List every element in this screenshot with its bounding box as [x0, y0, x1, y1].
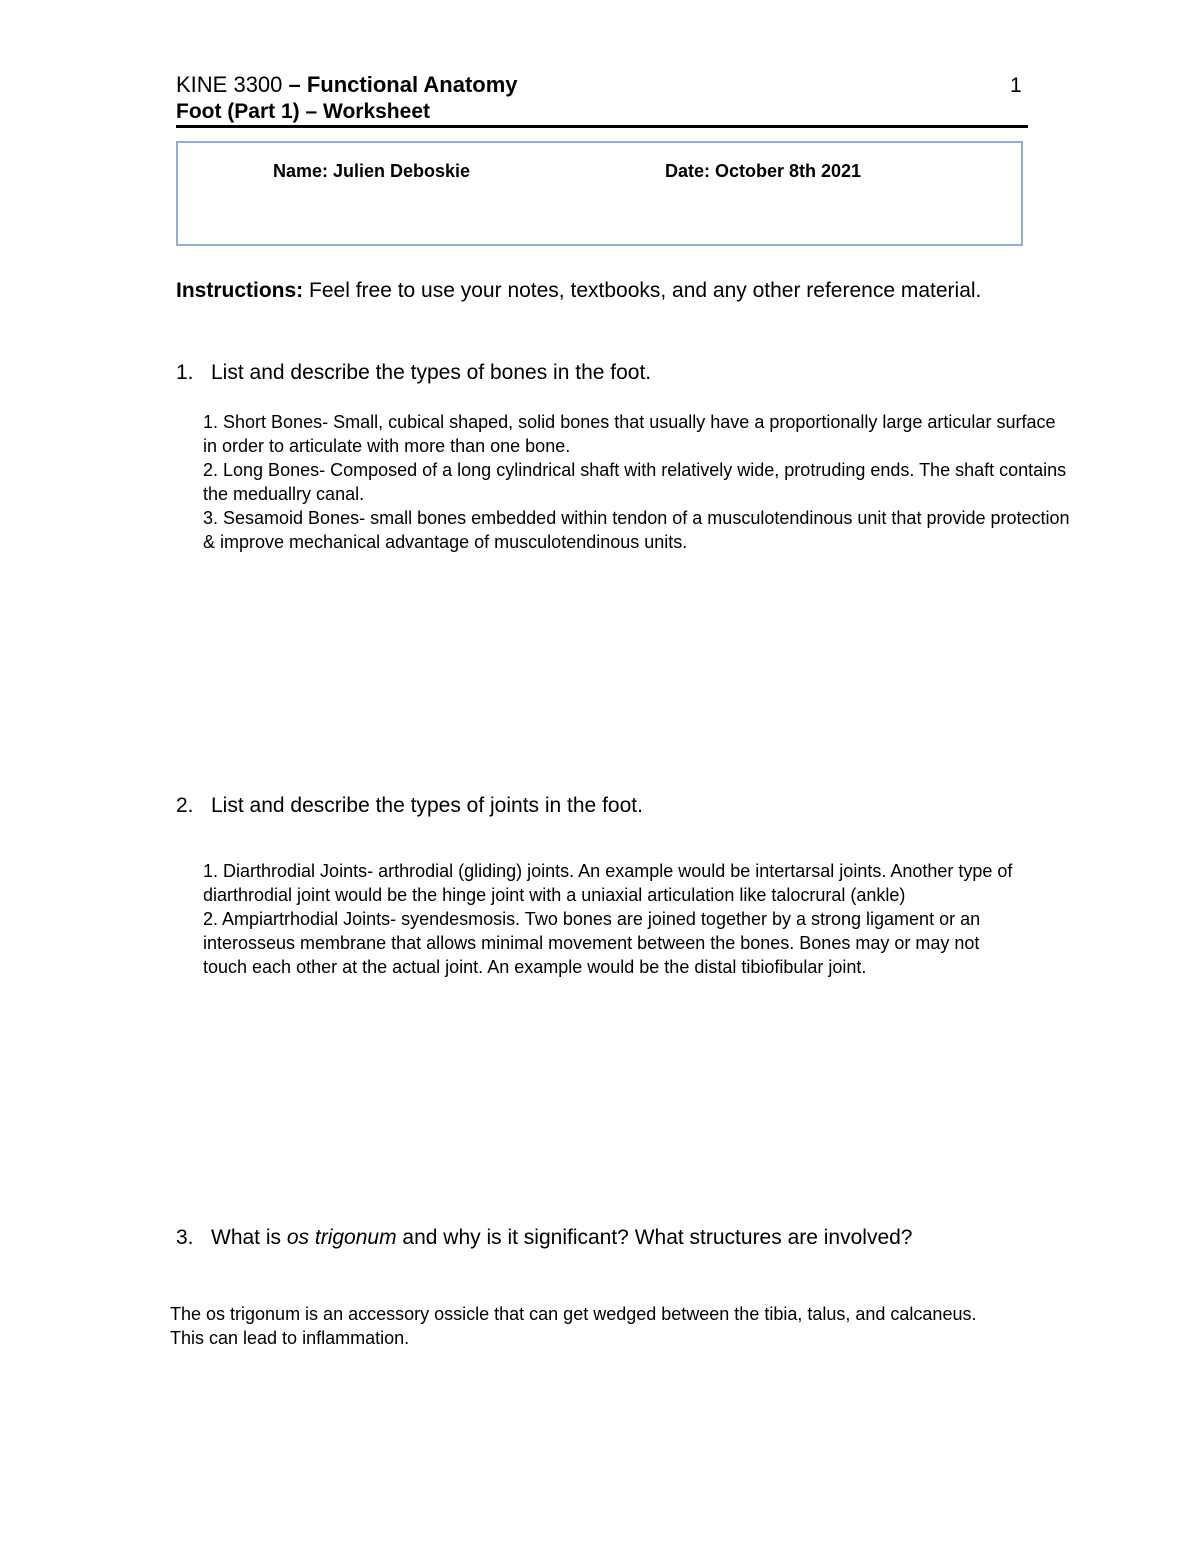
header-divider: [176, 125, 1028, 128]
answer-1: [203, 410, 1073, 554]
answer-line: 2. Ampiartrhodial Joints- syendesmosis. Two bones are joined together by a strong ligament or an interosseus membrane that allows minimal movement between the bones. Bones may or may not touch each other at the actual joint. An example would be the distal tibiofibular joint.: [203, 909, 981, 977]
question-3: [176, 1225, 912, 1251]
answer-line: The os trigonum is an accessory ossicle that can get wedged between the tibia, talus, and calcaneus.: [170, 1304, 977, 1324]
question-text-start: What is: [211, 1226, 287, 1249]
worksheet-subtitle: Foot (Part 1) – Worksheet: [176, 100, 430, 123]
question-text-end: and why is it significant? What structures are involved?: [396, 1226, 913, 1249]
student-info-box: [176, 141, 1023, 246]
question-text-italic: os trigonum: [286, 1226, 397, 1249]
question-text: List and describe the types of bones in the foot.: [211, 361, 652, 384]
answer-line: 3. Sesamoid Bones- small bones embedded within tendon of a musculotendinous unit that provide protection & improve mechanical advantage of musculotendinous units.: [203, 508, 1070, 552]
answer-line: 1. Short Bones- Small, cubical shaped, solid bones that usually have a proportionally large articular surface in order to articulate with more than one bone.: [203, 412, 1056, 456]
question-1: [176, 360, 651, 386]
question-text: List and describe the types of joints in the foot.: [211, 794, 643, 817]
question-number: 3.: [176, 1226, 194, 1249]
question-2: [176, 793, 643, 819]
course-title: [176, 72, 518, 98]
submission-date: Date: October 8th 2021: [665, 161, 862, 181]
instructions: [176, 277, 1016, 305]
answer-2: [203, 859, 1023, 979]
page-number: 1: [1010, 74, 1022, 97]
question-number: 2.: [176, 794, 194, 817]
answer-line: 2. Long Bones- Composed of a long cylindrical shaft with relatively wide, protruding ends. The shaft contains the meduallry canal.: [203, 460, 1067, 504]
student-name: Name: Julien Deboskie: [273, 161, 471, 181]
course-code: KINE 3300: [176, 72, 283, 97]
instructions-label: Instructions:: [176, 279, 304, 302]
instructions-text: Feel free to use your notes, textbooks, and any other reference material.: [303, 279, 982, 302]
answer-line: 1. Diarthrodial Joints- arthrodial (gliding) joints. An example would be intertarsal joints. Another type of diarthrodial joint would be the hinge joint with a uniaxial articulation like talocrural (ankle): [203, 861, 1013, 905]
course-name: – Functional Anatomy: [282, 72, 518, 97]
question-number: 1.: [176, 361, 194, 384]
answer-line: This can lead to inflammation.: [170, 1328, 410, 1348]
answer-3: [170, 1302, 1110, 1350]
